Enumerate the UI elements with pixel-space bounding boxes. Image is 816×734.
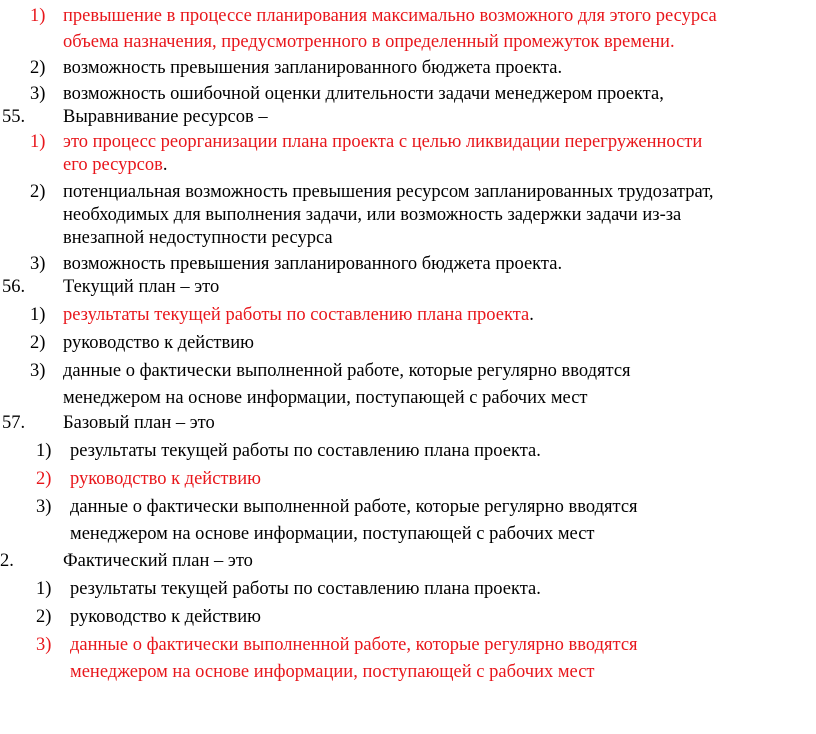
option-text-correct: руководство к действию xyxy=(70,469,261,489)
option-text: результаты текущей работы по составлению плана проекта. xyxy=(70,441,541,461)
question-text: Базовый план – это xyxy=(63,413,215,433)
option-number: 1) xyxy=(30,305,46,325)
option-number: 2) xyxy=(30,333,46,353)
question-text: Выравнивание ресурсов – xyxy=(63,107,268,127)
option-suffix: . xyxy=(162,155,168,175)
option-number: 2) xyxy=(36,469,52,489)
option-text: данные о фактически выполненной работе, которые регулярно вводятся xyxy=(63,361,631,381)
option-text-correct: это процесс реорганизации плана проекта с целью ликвидации перегруженности xyxy=(63,132,703,152)
option-number: 3) xyxy=(36,635,52,655)
option-text: менеджером на основе информации, поступающей с рабочих мест xyxy=(63,388,588,408)
option-text: потенциальная возможность превышения ресурсом запланированных трудозатрат, xyxy=(63,182,714,202)
option-text-correct: объема назначения, предусмотренного в определенный промежуток времени. xyxy=(63,32,675,52)
option-number: 1) xyxy=(30,132,46,152)
question-number: 55. xyxy=(2,107,26,127)
option-text-correct: менеджером на основе информации, поступающей с рабочих мест xyxy=(70,662,595,682)
option-text: руководство к действию xyxy=(70,607,261,627)
option-text: менеджером на основе информации, поступающей с рабочих мест xyxy=(70,524,595,544)
option-number: 2) xyxy=(30,182,46,202)
option-text: данные о фактически выполненной работе, которые регулярно вводятся xyxy=(70,497,638,517)
question-text: Текущий план – это xyxy=(63,277,220,297)
option-text-correct: его ресурсов xyxy=(63,155,163,175)
option-number: 1) xyxy=(30,6,46,26)
option-text-correct-line xyxy=(63,304,534,326)
question-number: 56. xyxy=(2,277,26,297)
question-text: Фактический план – это xyxy=(63,551,253,571)
option-text-correct: результаты текущей работы по составлению плана проекта xyxy=(63,305,530,325)
option-text: возможность превышения запланированного бюджета проекта. xyxy=(63,254,563,274)
option-text-correct-line xyxy=(63,154,167,176)
option-text: руководство к действию xyxy=(63,333,254,353)
option-number: 3) xyxy=(30,254,46,274)
option-suffix: . xyxy=(529,305,534,325)
option-number: 1) xyxy=(36,441,52,461)
option-number: 1) xyxy=(36,579,52,599)
question-number: 57. xyxy=(2,413,26,433)
option-number: 2) xyxy=(30,58,46,78)
option-text-correct: превышение в процессе планирования максимально возможного для этого ресурса xyxy=(63,6,717,26)
option-text: возможность ошибочной оценки длительности задачи менеджером проекта, xyxy=(63,84,664,104)
option-text: возможность превышения запланированного бюджета проекта. xyxy=(63,58,563,78)
option-text: необходимых для выполнения задачи, или возможность задержки задачи из-за xyxy=(63,205,682,225)
option-number: 3) xyxy=(36,497,52,517)
option-number: 3) xyxy=(30,84,46,104)
question-number: 2. xyxy=(0,551,14,571)
option-text: внезапной недоступности ресурса xyxy=(63,228,333,248)
option-number: 3) xyxy=(30,361,46,381)
option-text: результаты текущей работы по составлению плана проекта. xyxy=(70,579,541,599)
option-text-correct: данные о фактически выполненной работе, которые регулярно вводятся xyxy=(70,635,638,655)
option-number: 2) xyxy=(36,607,52,627)
